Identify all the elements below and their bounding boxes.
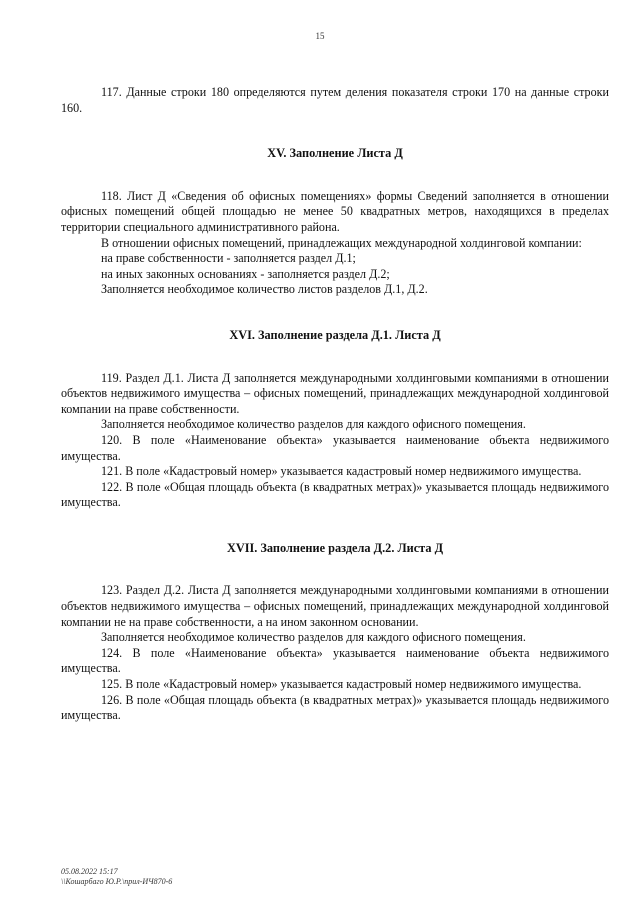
- section-heading-xvii: XVII. Заполнение раздела Д.2. Листа Д: [226, 540, 444, 555]
- paragraph-123: 123. Раздел Д.2. Листа Д заполняется международными холдинговыми компаниями в отношении объектов недвижимого имущества – офисных помещений, принадлежащих международной холдинговой компании не на праве собственности, а на ином законном основании.: [61, 583, 609, 629]
- paragraph-118-sheets-count: Заполняется необходимое количество листов разделов Д.1, Д.2.: [101, 282, 428, 297]
- paragraph-119-sections-count: Заполняется необходимое количество разделов для каждого офисного помещения.: [101, 417, 526, 432]
- page-number: 15: [315, 31, 325, 41]
- paragraph-118-own-right: на праве собственности - заполняется раздел Д.1;: [101, 251, 356, 266]
- paragraph-120: 120. В поле «Наименование объекта» указывается наименование объекта недвижимого имущества.: [61, 432, 609, 463]
- paragraph-126: 126. В поле «Общая площадь объекта (в квадратных метрах)» указывается площадь недвижимого имущества.: [61, 692, 609, 723]
- document-body: [61, 85, 609, 724]
- footer-file-path: \\Кошарбаго Ю.Р.\прил-ИЧ870-6: [61, 877, 173, 886]
- paragraph-117: 117. Данные строки 180 определяются путем деления показателя строки 170 на данные строки 160.: [61, 85, 609, 115]
- paragraph-119: 119. Раздел Д.1. Листа Д заполняется международными холдинговыми компаниями в отношении объектов недвижимого имущества – офисных помещений, принадлежащих международной холдинговой компании на праве собственности.: [61, 370, 609, 416]
- paragraph-122: 122. В поле «Общая площадь объекта (в квадратных метрах)» указывается площадь недвижимого имущества.: [61, 479, 609, 510]
- section-heading-xv: XV. Заполнение Листа Д: [267, 146, 403, 161]
- paragraph-118: 118. Лист Д «Сведения об офисных помещениях» формы Сведений заполняется в отношении офисных помещений общей площадью не менее 50 квадратных метров, находящихся в пределах территории специального административного района.: [61, 188, 609, 234]
- section-heading-xvi: XVI. Заполнение раздела Д.1. Листа Д: [229, 327, 441, 342]
- document-footer: [61, 867, 172, 887]
- paragraph-125: 125. В поле «Кадастровый номер» указывается кадастровый номер недвижимого имущества.: [101, 677, 582, 692]
- paragraph-118-ownership-intro: В отношении офисных помещений, принадлежащих международной холдинговой компании:: [101, 235, 582, 250]
- paragraph-124: 124. В поле «Наименование объекта» указывается наименование объекта недвижимого имущества.: [61, 645, 609, 676]
- paragraph-118-other-grounds: на иных законных основаниях - заполняется раздел Д.2;: [101, 266, 390, 281]
- paragraph-123-sections-count: Заполняется необходимое количество разделов для каждого офисного помещения.: [101, 630, 526, 645]
- paragraph-121: 121. В поле «Кадастровый номер» указывается кадастровый номер недвижимого имущества.: [101, 464, 582, 479]
- footer-timestamp: 05.08.2022 15:17: [61, 867, 118, 876]
